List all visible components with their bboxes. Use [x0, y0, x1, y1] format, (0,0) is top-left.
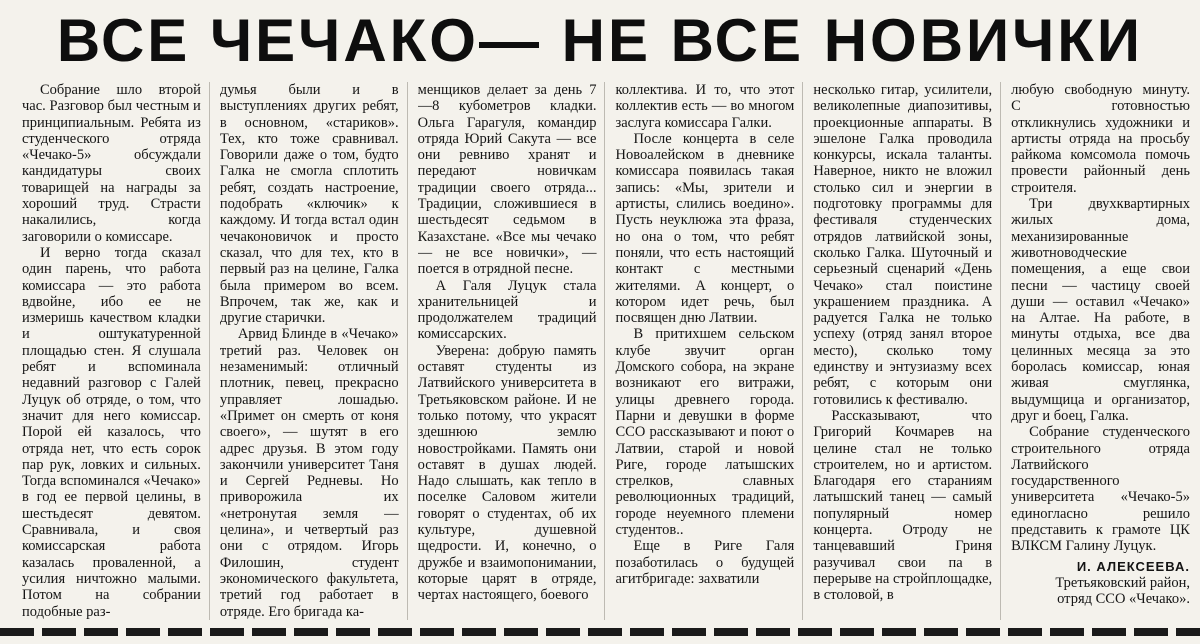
- decorative-dashed-rule: [0, 628, 1200, 636]
- signature: [1011, 559, 1190, 608]
- author-name: И. АЛЕКСЕЕВА.: [1076, 558, 1190, 574]
- paragraph: коллектива. И то, что этот коллектив есть — во многом заслуга комиссара Галки.: [615, 82, 795, 131]
- paragraph: А Галя Луцук стала хранительницей и продолжателем традиций комиссарских.: [417, 277, 597, 343]
- paragraph: В притихшем сельском клубе звучит орган Домского собора, на экране возникают его витражи, улицы древнего города. Парни и девушки в форме ССО рассказывают и поют о Латвии, старой и новой Риге, городе латышских стрелков, славных революционных традиций, городе неуемного племени студентов..: [615, 326, 795, 539]
- paragraph: Три двухквартирных жилых дома, механизированные животноводческие помещения, а еще свои песни — частицу своей души — оставил «Чечако» на Алтае. На работе, в минуты отдыха, все два целинных месяца за это боролась комиссар, юная живая смуглянка, выдумщица и организатор, друг и боец, Галка.: [1011, 196, 1190, 424]
- column-4: [615, 82, 803, 620]
- paragraph: Рассказывают, что Григорий Кочмарев на целине стал не только строителем, но и артистом. Благодаря его стараниям латышский танец — самый популярный номер концерта. Отроду не танцевавший Гриня разучивал свои па в перерыве на стройплощадке, в столовой, в: [813, 407, 993, 604]
- column-5: [813, 82, 1001, 620]
- column-2: [220, 82, 408, 620]
- paragraph: Собрание шло второй час. Разговор был честным и принципиальным. Ребята из студенческого отряда «Чечако-5» обсуждали кандидатуры своих товарищей на награды за хороший труд. Страсти накалились, когда заговорили о комиссаре.: [22, 82, 201, 245]
- paragraph: думья были и в выступлениях других ребят, в основном, «стариков». Тех, кто тоже сравнивал. Говорили даже о том, будто Галка не смогла сплотить ребят, создать настроение, подобрать «ключик» к каждому. И тогда встал один чечаконовичок и просто сказал, что для тех, кто в первый раз на целине, Галка была примером во всем. Впрочем, так же, как и другие старички.: [219, 82, 399, 327]
- paragraph: Еще в Риге Галя позаботилась о будущей агитбригаде: захватили: [615, 538, 795, 587]
- paragraph: менщиков делает за день 7—8 кубометров кладки. Ольга Гарагуля, командир отряда Юрий Сакута — все они ревниво хранят и передают новичкам традиции своего отряда... Традиции, сложившиеся в шестьдесят седьмом в Казахстане. «Все мы чечако — не все новички», —поется в отрядной песне.: [417, 82, 597, 278]
- paragraph: любую свободную минуту. С готовностью откликнулись художники и артисты отряда на просьбу райкома комсомола помочь провести районный день строителя.: [1011, 82, 1190, 196]
- column-1: [22, 82, 210, 620]
- author-unit: отряд ССО «Чечако».: [1057, 591, 1190, 608]
- author-location: Третьяковский район,: [1055, 574, 1190, 591]
- article-columns: [22, 82, 1190, 620]
- paragraph: И верно тогда сказал один парень, что работа комиссара — это работа вдвойне, ибо ее не измеришь качеством кладки и оштукатуренной площадью стен. Я слушала ребят и вспоминала недавний разговор с Галей Луцук об отряде, о том, что значит для него комиссар. Порой ей казалось, что отряда нет, что есть сорок пар рук, ловких и сильных. Тогда вспоминался «Чечако» в год ее первой целины, в шестьдесят девятом. Сравнивала, и своя комиссарская работа казалась проваленной, а усилия ничтожно малыми. Потом на собрании подобные раз-: [22, 244, 201, 620]
- paragraph: Собрание студенческого строительного отряда Латвийского государственного университета «Чечако-5» единогласно решило представить к грамоте ЦК ВЛКСМ Галину Луцук.: [1011, 424, 1190, 555]
- paragraph: После концерта в селе Новоалейском в дневнике комиссара появилась такая запись: «Мы, зрители и артисты, слились воедино». Пусть неуклюжа эта фраза, но она о том, что ребят поняли, что есть настоящий контакт с местными жителями. А концерт, о котором идет речь, был посвящен дню Латвии.: [615, 130, 795, 327]
- column-3: [418, 82, 606, 620]
- paragraph: несколько гитар, усилители, великолепные диапозитивы, проекционные аппараты. В эшелоне Галка проводила конкурсы, искала таланты. Наверное, никто не вложил столько сил и энергии в подготовку программы для фестиваля студенческих отрядов латвийской зоны, сколько Галка. Шуточный и серьезный сценарий «День Чечако» стал поистине украшением праздника. А радуется Галка не только успеху (отряд занял второе место), сколько тому единству и энтузиазму всех ребят, с которым они готовились к фестивалю.: [813, 82, 993, 408]
- paragraph: Уверена: добрую память оставят студенты из Латвийского университета в Третьяковском районе. И не только потому, что украсят здешнюю землю новостройками. Память они оставят в душах людей. Надо слышать, как тепло в поселке Саловом жители говорят о студентах, об их культуре, душевной щедрости. И, конечно, о дружбе и взаимопонимании, которые царят в отряде, чертах настоящего, боевого: [417, 342, 597, 604]
- paragraph: Арвид Блинде в «Чечако» третий раз. Человек он незаменимый: отличный плотник, певец, прекрасно управляет лошадью. «Примет он смерть от коня своего», — шутят в его адрес друзья. В этом году закончили университет Таня и Сергей Редневы. Но приворожила их «нетронутая земля — целина», и четвертый раз они с отрядом. Игорь Филошин, студент экономического факультета, третий год работает в отряде. Его бригада ка-: [219, 326, 399, 620]
- column-6: [1011, 82, 1190, 620]
- headline: ВСЕ ЧЕЧАКО— НЕ ВСЕ НОВИЧКИ: [56, 7, 1144, 74]
